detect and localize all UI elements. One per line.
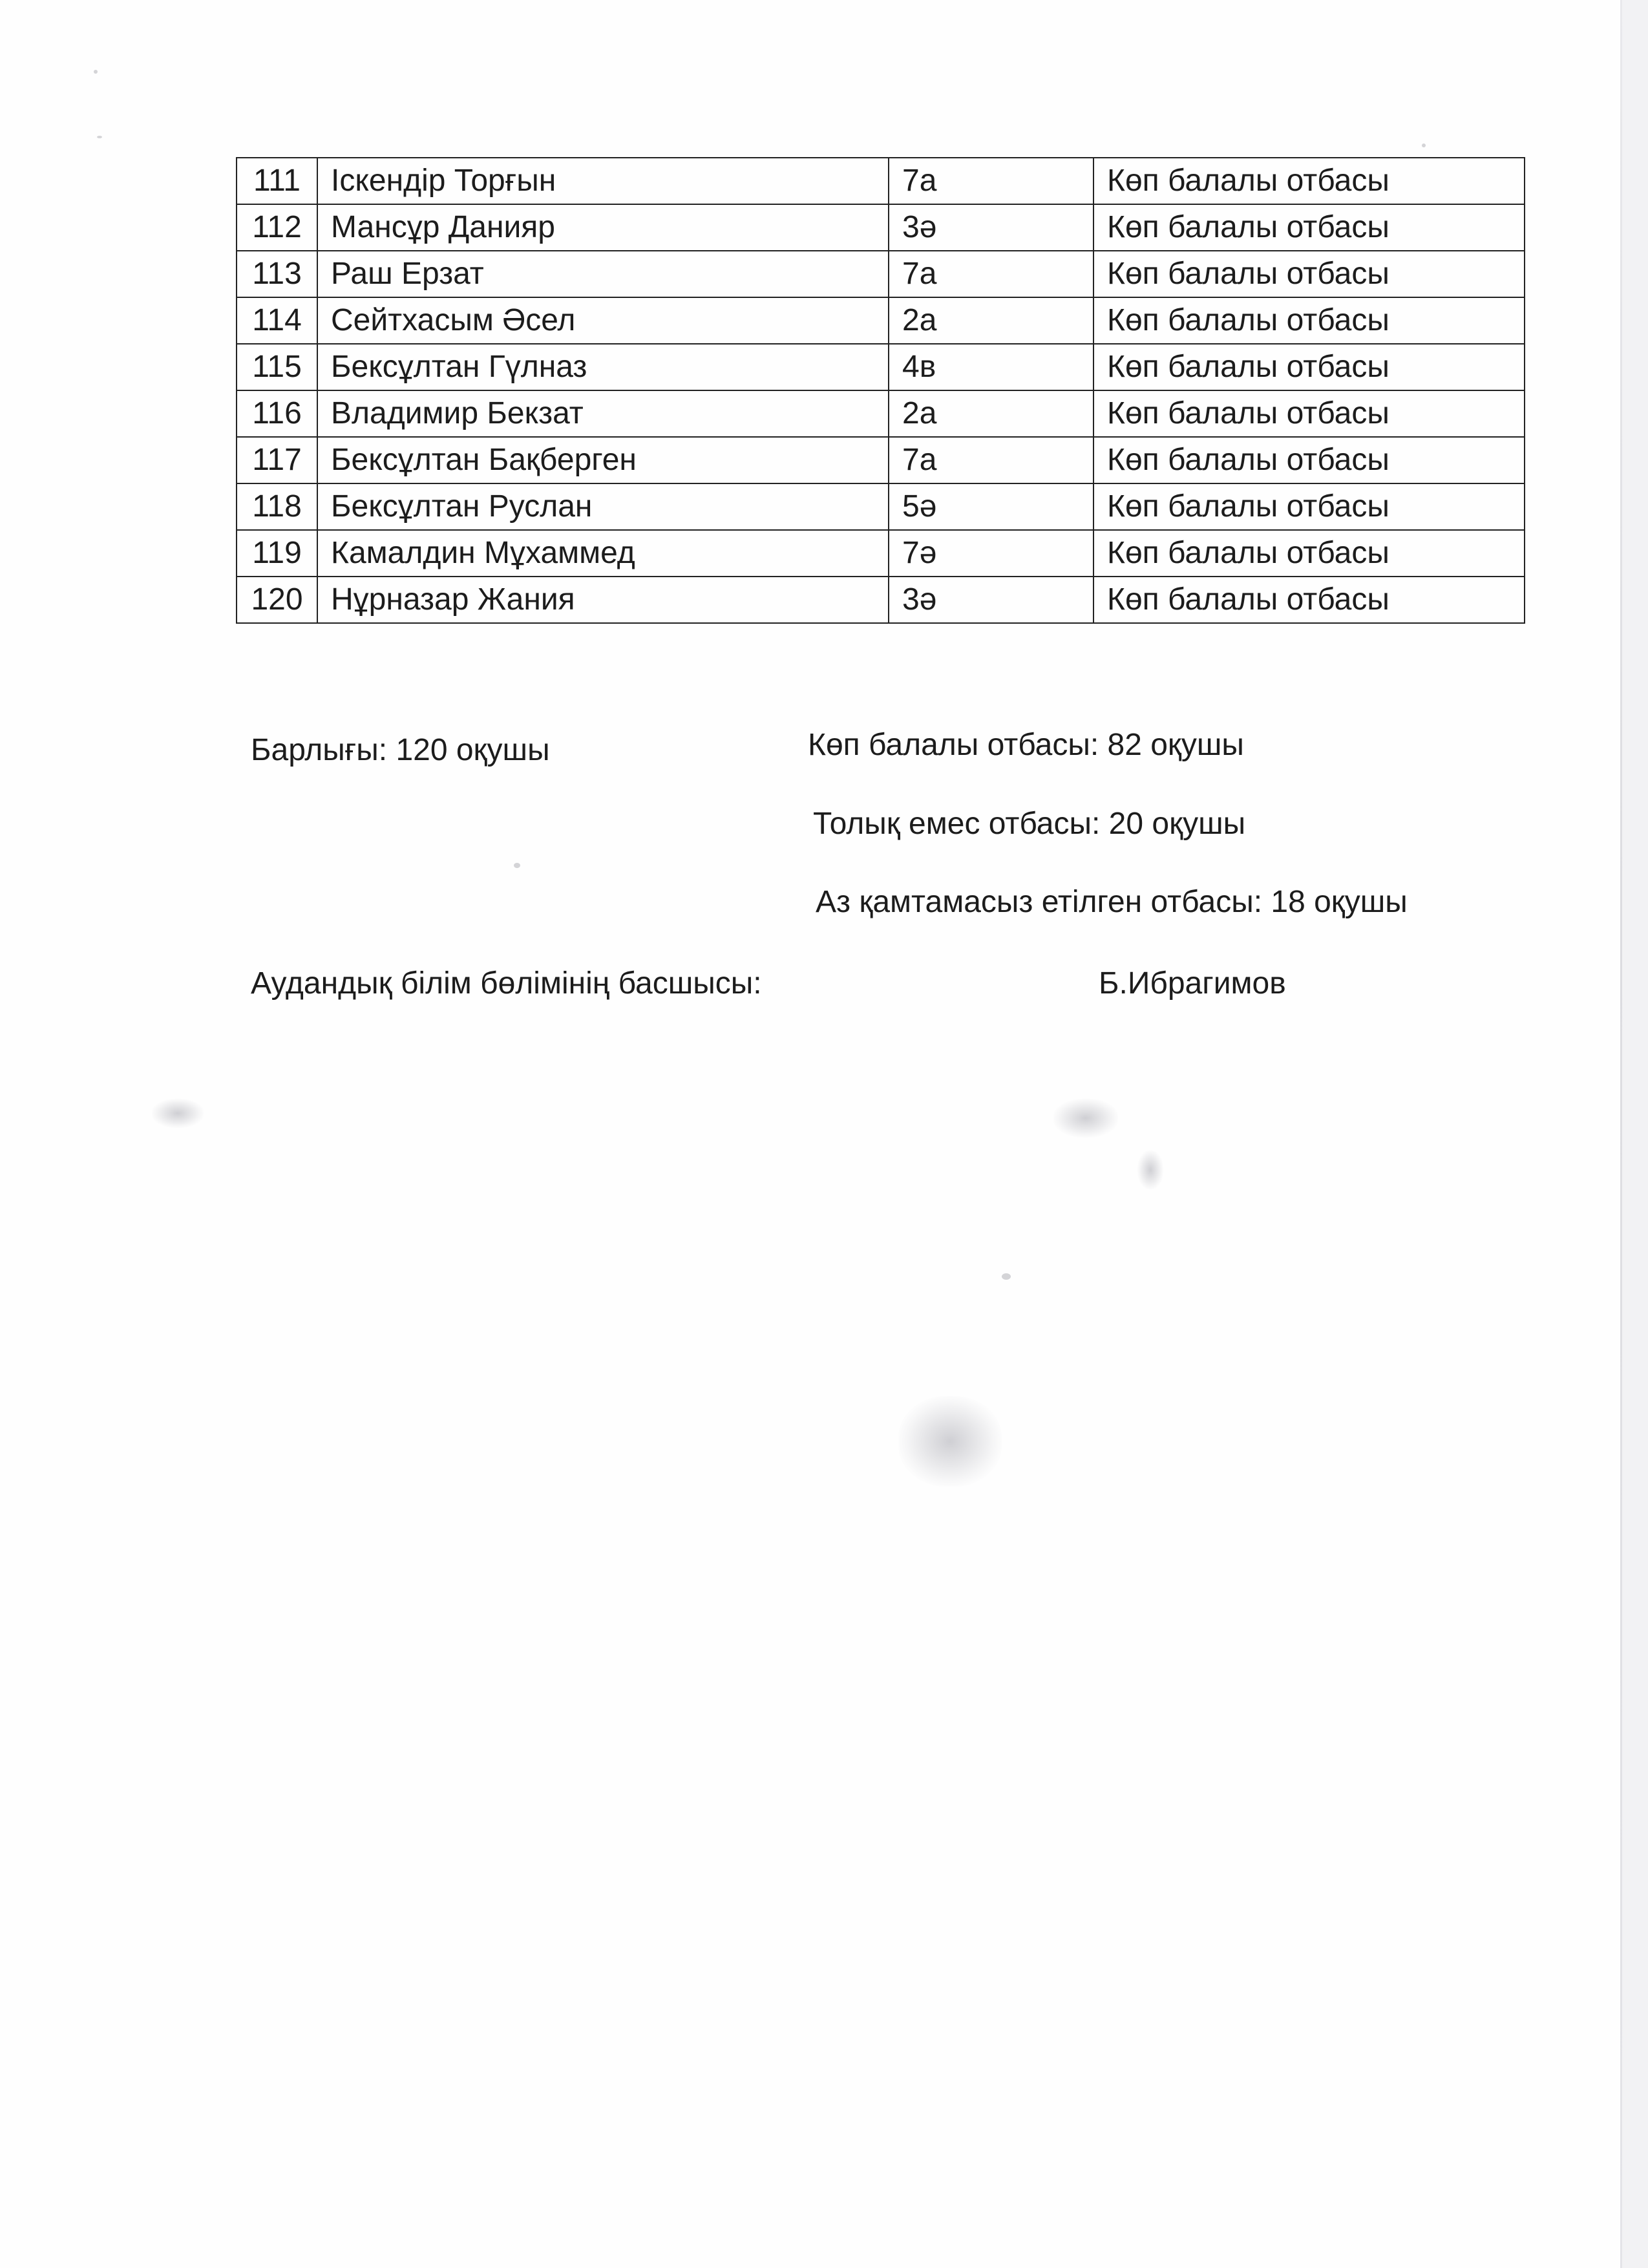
student-name: Раш Ерзат (317, 251, 889, 297)
table-row (237, 158, 1525, 204)
large-family-count: Көп балалы отбасы: 82 оқушы (808, 728, 1244, 762)
row-number: 113 (237, 251, 317, 297)
student-class: 7а (889, 251, 1093, 297)
student-name: Іскендір Торғын (317, 158, 889, 204)
student-class: 4в (889, 344, 1093, 390)
incomplete-family-count: Толық емес отбасы: 20 оқушы (813, 807, 1246, 841)
family-category: Көп балалы отбасы (1093, 483, 1525, 530)
signature-position: Аудандық білім бөлімінің басшысы: (251, 966, 762, 1001)
table-row (237, 344, 1525, 390)
family-category: Көп балалы отбасы (1093, 344, 1525, 390)
signature-name: Б.Ибрагимов (1099, 966, 1286, 1001)
scan-speck (1422, 143, 1426, 147)
row-number: 111 (237, 158, 317, 204)
table-row (237, 483, 1525, 530)
row-number: 120 (237, 577, 317, 623)
table-row (237, 437, 1525, 483)
row-number: 114 (237, 297, 317, 344)
row-number: 119 (237, 530, 317, 577)
table-row (237, 204, 1525, 251)
student-class: 7а (889, 437, 1093, 483)
student-class: 7ә (889, 530, 1093, 577)
student-name: Бексұлтан Руслан (317, 483, 889, 530)
student-name: Камалдин Мұхаммед (317, 530, 889, 577)
low-income-family-count: Аз қамтамасыз етілген отбасы: 18 оқушы (816, 885, 1408, 919)
student-name: Сейтхасым Әсел (317, 297, 889, 344)
family-category: Көп балалы отбасы (1093, 297, 1525, 344)
student-class: 3ә (889, 577, 1093, 623)
family-category: Көп балалы отбасы (1093, 577, 1525, 623)
row-number: 115 (237, 344, 317, 390)
family-category: Көп балалы отбасы (1093, 204, 1525, 251)
table-row (237, 530, 1525, 577)
students-table (236, 157, 1525, 624)
student-class: 5ә (889, 483, 1093, 530)
student-class: 3ә (889, 204, 1093, 251)
scan-speck (97, 136, 102, 138)
total-count: Барлығы: 120 оқушы (251, 733, 550, 767)
student-name: Бексұлтан Гүлназ (317, 344, 889, 390)
student-name: Нұрназар Жания (317, 577, 889, 623)
scan-smudge (1137, 1150, 1163, 1189)
student-name: Мансұр Данияр (317, 204, 889, 251)
scan-smudge (1053, 1099, 1118, 1138)
student-name: Владимир Бекзат (317, 390, 889, 437)
row-number: 116 (237, 390, 317, 437)
row-number: 118 (237, 483, 317, 530)
scan-smudge (898, 1396, 1002, 1487)
scan-speck (514, 863, 520, 868)
scan-smudge (152, 1099, 204, 1128)
row-number: 117 (237, 437, 317, 483)
table-row (237, 297, 1525, 344)
family-category: Көп балалы отбасы (1093, 437, 1525, 483)
family-category: Көп балалы отбасы (1093, 530, 1525, 577)
page-edge-shadow (1622, 0, 1648, 2268)
row-number: 112 (237, 204, 317, 251)
student-class: 2а (889, 297, 1093, 344)
family-category: Көп балалы отбасы (1093, 390, 1525, 437)
student-name: Бексұлтан Бақберген (317, 437, 889, 483)
family-category: Көп балалы отбасы (1093, 251, 1525, 297)
page-edge-line (1620, 0, 1622, 2268)
student-class: 7а (889, 158, 1093, 204)
scan-speck (1002, 1273, 1011, 1280)
scan-speck (94, 70, 98, 74)
family-category: Көп балалы отбасы (1093, 158, 1525, 204)
student-class: 2а (889, 390, 1093, 437)
table-row (237, 577, 1525, 623)
table-row (237, 251, 1525, 297)
table-row (237, 390, 1525, 437)
